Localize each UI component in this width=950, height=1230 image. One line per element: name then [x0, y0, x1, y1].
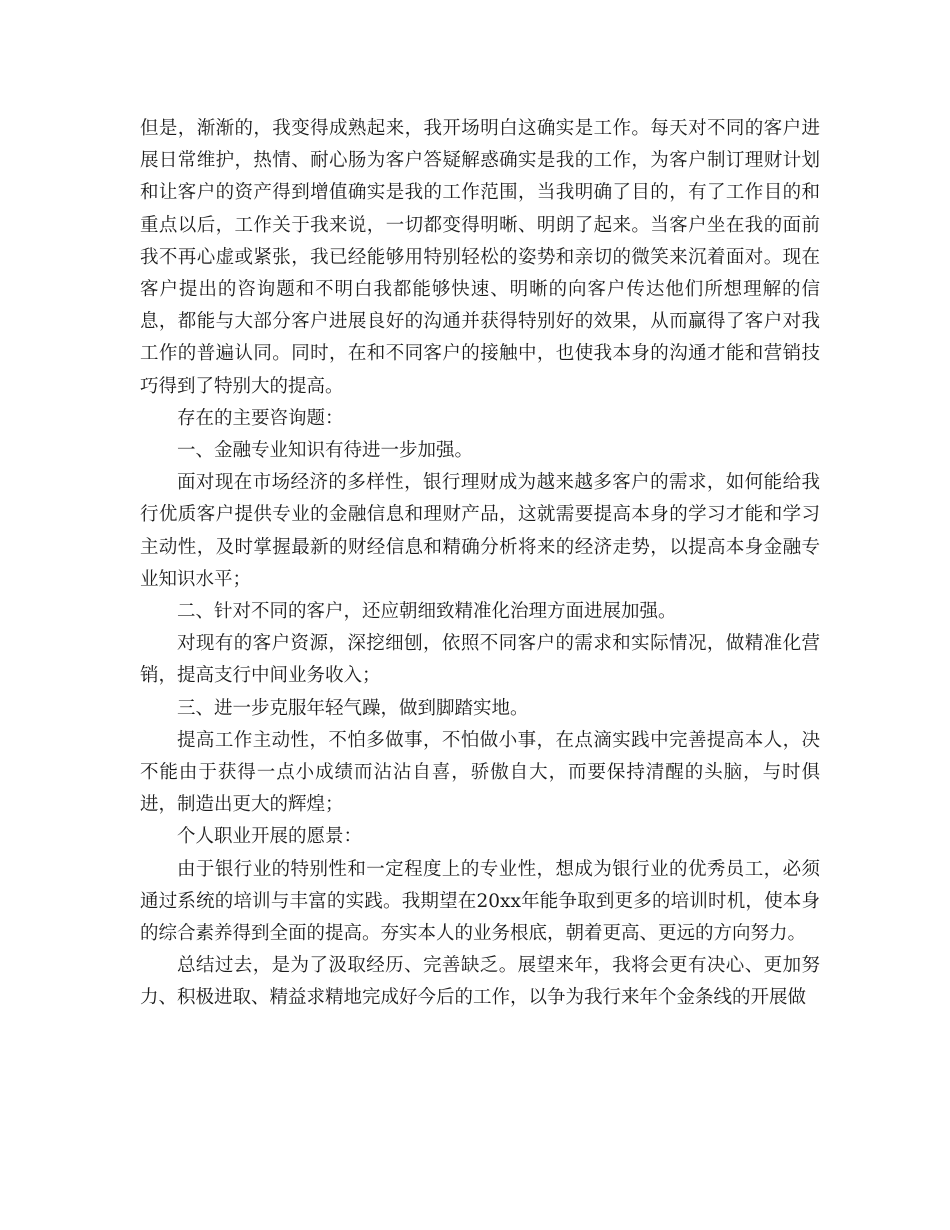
section-heading: 个人职业开展的愿景：: [177, 826, 363, 848]
paragraph: 提高工作主动性，不怕多做事，不怕做小事，在点滴实践中完善提高本人，决不能由于获得一点小成绩而沾沾自喜，骄傲自大，而要保持清醒的头脑，与时俱进，制造出更大的辉煌；: [140, 729, 820, 816]
issue-heading-2: 二、针对不同的客户，还应朝细致精准化治理方面进展加强。: [177, 601, 677, 623]
paragraph: 由于银行业的特别性和一定程度上的专业性，想成为银行业的优秀员工，必须通过系统的培训与丰富的实践。我期望在20xx年能争取到更多的培训时机，使本身的综合素养得到全面的提高。夯实本人的业务根底，朝着更高、更远的方向努力。: [140, 858, 820, 945]
issue-heading-1: 一、金融专业知识有待进一步加强。: [177, 440, 474, 462]
paragraph: 面对现在市场经济的多样性，银行理财成为越来越多客户的需求，如何能给我行优质客户提供专业的金融信息和理财产品，这就需要提高本身的学习才能和学习主动性，及时掌握最新的财经信息和精确分析将来的经济走势，以提高本身金融专业知识水平；: [140, 472, 820, 590]
document-body: [140, 113, 820, 1015]
paragraph: 总结过去，是为了汲取经历、完善缺乏。展望来年，我将会更有决心、更加努力、积极进取、精益求精地完成好今后的工作，以争为我行来年个金条线的开展做: [140, 955, 820, 1009]
issue-heading-3: 三、进一步克服年轻气躁，做到脚踏实地。: [177, 697, 529, 719]
section-heading: 存在的主要咨询题：: [177, 407, 344, 429]
paragraph: 对现有的客户资源，深挖细刨，依照不同客户的需求和实际情况，做精准化营销，提高支行中间业务收入；: [140, 633, 820, 687]
paragraph: 但是，渐渐的，我变得成熟起来，我开场明白这确实是工作。每天对不同的客户进展日常维护，热情、耐心肠为客户答疑解惑确实是我的工作，为客户制订理财计划和让客户的资产得到增值确实是我的工作范围，当我明确了目的，有了工作目的和重点以后，工作关于我来说，一切都变得明晰、明朗了起来。当客户坐在我的面前我不再心虚或紧张，我已经能够用特别轻松的姿势和亲切的微笑来沉着面对。现在客户提出的咨询题和不明白我都能够快速、明晰的向客户传达他们所想理解的信息，都能与大部分客户进展良好的沟通并获得特别好的效果，从而赢得了客户对我工作的普遍认同。同时，在和不同客户的接触中，也使我本身的沟通才能和营销技巧得到了特别大的提高。: [140, 118, 820, 397]
